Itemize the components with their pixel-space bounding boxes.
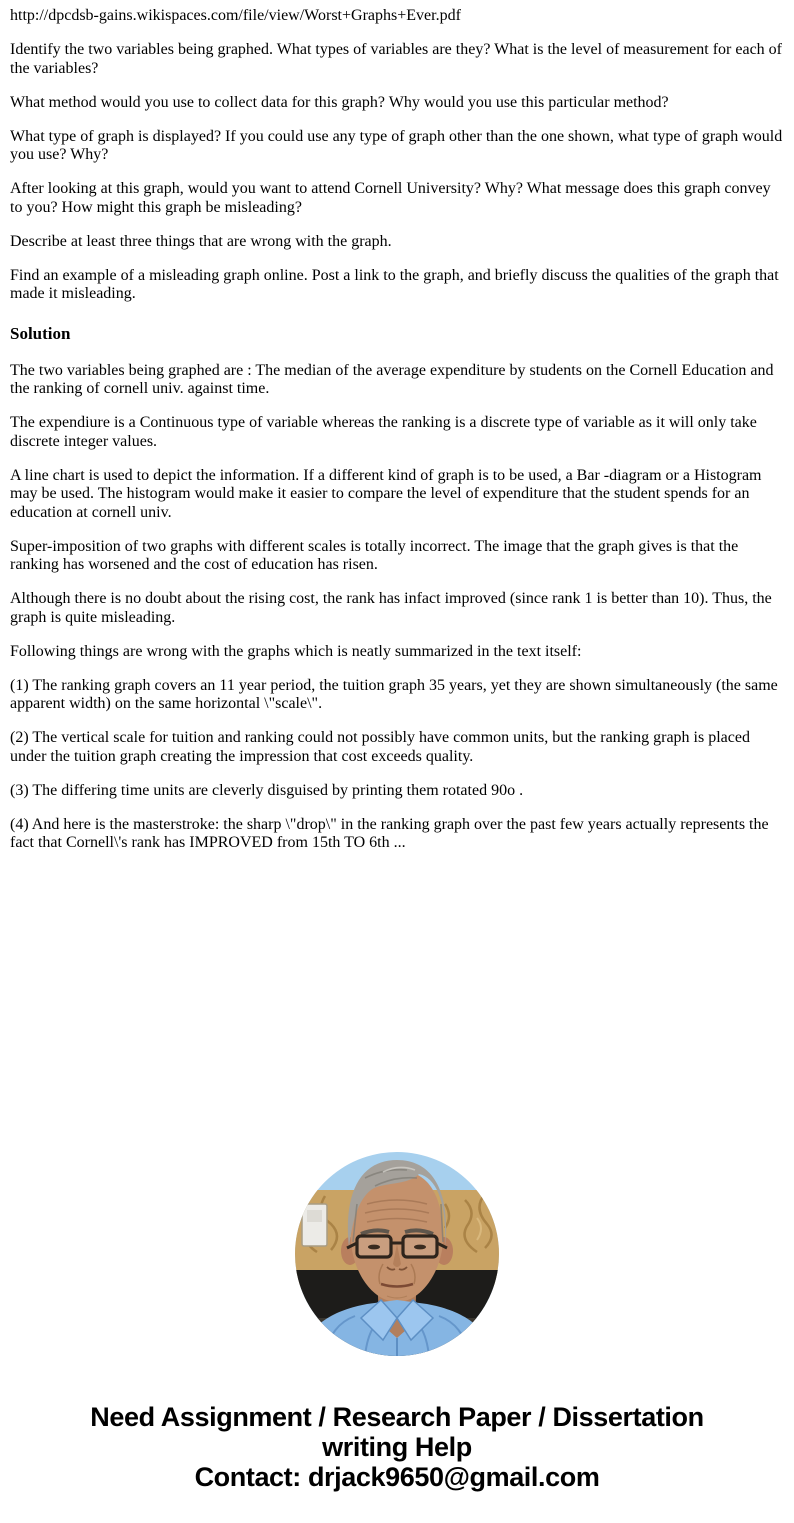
solution-heading: Solution — [10, 323, 71, 343]
solution-paragraph: (1) The ranking graph covers an 11 year period, the tuition graph 35 years, yet they are shown simultaneously (the same apparent width) on the same horizontal \"scale\". — [10, 676, 778, 712]
solution-paragraph: Following things are wrong with the graphs which is neatly summarized in the text itself: — [10, 642, 582, 660]
solution-paragraph: Super-imposition of two graphs with different scales is totally incorrect. The image that the graph gives is that the ranking has worsened and the cost of education has risen. — [10, 537, 739, 573]
footer-promo — [0, 1402, 794, 1492]
man-portrait-photo — [295, 1152, 499, 1356]
solution-paragraph: The expendiure is a Continuous type of variable whereas the ranking is a discrete type of variable as it will only take discrete integer values. — [10, 414, 757, 450]
solution-paragraph: A line chart is used to depict the information. If a different kind of graph is to be used, a Bar -diagram or a Histogram may be used. The histogram would make it easier to compare the level of expenditure that the student spends for an education at cornell univ. — [10, 466, 762, 521]
solution-paragraph: (2) The vertical scale for tuition and ranking could not possibly have common units, but the ranking graph is placed under the tuition graph creating the impression that cost exceeds quality. — [10, 729, 750, 765]
source-url: http://dpcdsb-gains.wikispaces.com/file/view/Worst+Graphs+Ever.pdf — [10, 7, 461, 24]
avatar — [295, 1152, 499, 1356]
question-paragraph: What type of graph is displayed? If you could use any type of graph other than the one shown, what type of graph would you use? Why? — [10, 127, 783, 163]
solution-paragraph: (3) The differing time units are cleverly disguised by printing them rotated 90o . — [10, 781, 524, 799]
footer-contact-email: Contact: drjack9650@gmail.com — [194, 1462, 600, 1492]
footer-help-line-2: writing Help — [322, 1432, 472, 1462]
solution-paragraph: The two variables being graphed are : The median of the average expenditure by students on the Cornell Education and the ranking of cornell univ. against time. — [10, 361, 774, 397]
solution-paragraph: (4) And here is the masterstroke: the sharp \"drop\" in the ranking graph over the past few years actually represents the fact that Cornell\'s rank has IMPROVED from 15th TO 6th ... — [10, 815, 769, 851]
footer-help-line-1: Need Assignment / Research Paper / Dissertation — [90, 1402, 704, 1432]
question-paragraph: Identify the two variables being graphed. What types of variables are they? What is the level of measurement for each of the variables? — [10, 41, 782, 77]
question-paragraph: After looking at this graph, would you want to attend Cornell University? Why? What message does this graph convey to you? How might this graph be misleading? — [10, 180, 771, 216]
question-paragraph: Describe at least three things that are wrong with the graph. — [10, 232, 392, 250]
question-paragraph: Find an example of a misleading graph online. Post a link to the graph, and briefly discuss the qualities of the graph that made it misleading. — [10, 266, 779, 302]
question-paragraph: What method would you use to collect data for this graph? Why would you use this particular method? — [10, 93, 669, 111]
solution-paragraph: Although there is no doubt about the rising cost, the rank has infact improved (since rank 1 is better than 10). Thus, the graph is quite misleading. — [10, 590, 772, 626]
